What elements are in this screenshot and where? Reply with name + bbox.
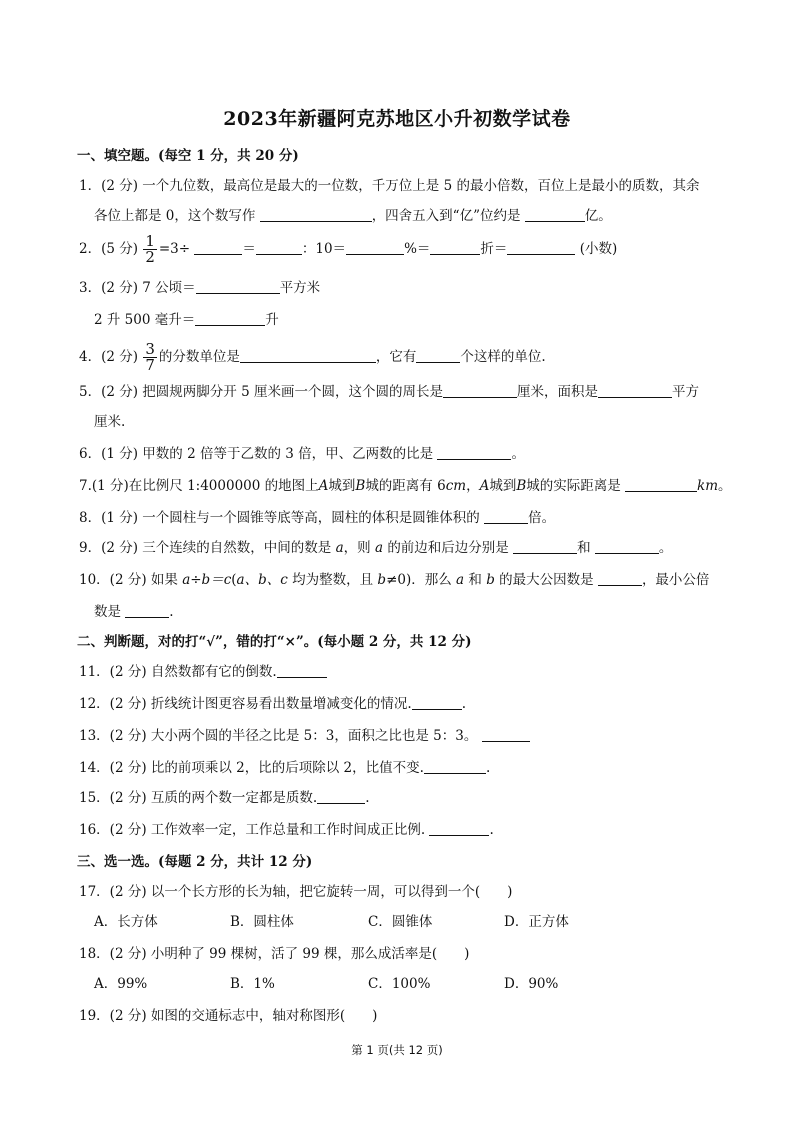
- answer-blank[interactable]: [346, 240, 404, 255]
- page-footer: 第 1 页(共 12 页): [351, 1043, 443, 1057]
- answer-blank[interactable]: [429, 821, 489, 836]
- question-17: 17．(2 分) 以一个长方形的长为轴，把它旋转一周，可以得到一个( ): [79, 884, 513, 900]
- question-7: 7.(1 分)在比例尺 1:4000000 的地图上A城到B城的距离有 6cm，A城到B城的实际距离是 km。: [79, 478, 732, 494]
- answer-blank[interactable]: [513, 539, 577, 554]
- question-18-option-a[interactable]: A．99%: [94, 976, 148, 992]
- question-5-line-2: 厘米.: [94, 414, 126, 430]
- answer-blank[interactable]: [484, 509, 528, 524]
- question-18-option-b[interactable]: B．1%: [230, 976, 275, 992]
- question-1-line-2: 各位上都是 0，这个数写作 ，四舍五入到“亿”位约是 亿。: [94, 208, 612, 224]
- question-3-line-1: 3．(2 分) 7 公顷＝ 平方米: [79, 280, 321, 296]
- answer-blank[interactable]: [430, 240, 480, 255]
- question-14: 14．(2 分) 比的前项乘以 2，比的后项除以 2，比值不变. .: [79, 760, 491, 776]
- answer-blank[interactable]: [256, 240, 302, 255]
- question-8: 8．(1 分) 一个圆柱与一个圆锥等底等高，圆柱的体积是圆锥体积的 倍。: [79, 510, 556, 526]
- answer-blank[interactable]: [416, 348, 460, 363]
- question-18-option-d[interactable]: D．90%: [504, 976, 559, 992]
- question-4: 4．(2 分) $\frac{3}{7}$ 的分数单位是 ，它有 个这样的单位.: [79, 340, 546, 374]
- answer-blank[interactable]: [625, 477, 697, 492]
- answer-blank[interactable]: [260, 207, 372, 222]
- question-9: 9．(2 分) 三个连续的自然数，中间的数是 a，则 a 的前边和后边分别是 和 。: [79, 540, 673, 556]
- answer-blank[interactable]: [412, 695, 462, 710]
- question-10-line-2: 数是 .: [94, 604, 174, 620]
- fraction-three-sevenths: $\frac{3}{7}$: [145, 340, 155, 374]
- question-17-option-d[interactable]: D．正方体: [504, 914, 569, 930]
- answer-blank[interactable]: [525, 207, 585, 222]
- answer-blank[interactable]: [482, 727, 530, 742]
- question-2: 2．(5 分) $\frac{1}{2}$ =3÷ ＝ ：10＝ %＝ 折＝ (小数): [79, 232, 618, 266]
- answer-blank[interactable]: [443, 383, 517, 398]
- question-10-line-1: 10．(2 分) 如果 a÷b＝c(a、b、c 均为整数，且 b≠0)．那么 a 和 b 的最大公因数是 ，最小公倍: [79, 572, 710, 588]
- question-11: 11．(2 分) 自然数都有它的倒数.: [79, 662, 327, 682]
- section-1-heading: 一、填空题。(每空 1 分，共 20 分): [77, 148, 299, 164]
- answer-blank[interactable]: [317, 789, 365, 804]
- answer-blank[interactable]: [195, 311, 265, 326]
- question-13: 13．(2 分) 大小两个圆的半径之比是 5：3，面积之比也是 5：3。: [79, 726, 530, 746]
- answer-blank[interactable]: [598, 571, 642, 586]
- question-18-option-c[interactable]: C．100%: [368, 976, 431, 992]
- fraction-one-half: $\frac{1}{2}$: [145, 232, 155, 266]
- question-17-option-a[interactable]: A．长方体: [94, 914, 158, 930]
- question-18: 18．(2 分) 小明种了 99 棵树，活了 99 棵，那么成活率是( ): [79, 946, 470, 962]
- answer-blank[interactable]: [507, 240, 575, 255]
- answer-blank[interactable]: [595, 539, 659, 554]
- answer-blank[interactable]: [437, 445, 511, 460]
- question-19: 19．(2 分) 如图的交通标志中，轴对称图形( ): [79, 1008, 378, 1024]
- answer-blank[interactable]: [598, 383, 672, 398]
- answer-blank[interactable]: [196, 279, 280, 294]
- question-1-line-1: 1．(2 分) 一个九位数，最高位是最大的一位数，千万位上是 5 的最小倍数，百位上是最小的质数，其余: [79, 178, 700, 194]
- section-2-heading: 二、判断题，对的打“√”，错的打“×”。(每小题 2 分，共 12 分): [77, 634, 472, 650]
- question-17-option-c[interactable]: C．圆锥体: [368, 914, 433, 930]
- answer-blank[interactable]: [194, 240, 242, 255]
- answer-blank[interactable]: [424, 759, 486, 774]
- question-5-line-1: 5．(2 分) 把圆规两脚分开 5 厘米画一个圆，这个圆的周长是 厘米，面积是 平方: [79, 384, 699, 400]
- exam-title: 2023年新疆阿克苏地区小升初数学试卷: [223, 108, 571, 130]
- question-16: 16．(2 分) 工作效率一定，工作总量和工作时间成正比例. .: [79, 822, 494, 838]
- section-3-heading: 三、选一选。(每题 2 分，共计 12 分): [77, 854, 313, 870]
- answer-blank[interactable]: [240, 348, 376, 363]
- question-17-option-b[interactable]: B．圆柱体: [230, 914, 294, 930]
- question-12: 12．(2 分) 折线统计图更容易看出数量增减变化的情况. .: [79, 696, 466, 712]
- answer-blank[interactable]: [277, 663, 327, 678]
- answer-blank[interactable]: [125, 603, 169, 618]
- question-3-line-2: 2 升 500 毫升＝ 升: [94, 312, 279, 328]
- question-6: 6．(1 分) 甲数的 2 倍等于乙数的 3 倍，甲、乙两数的比是 。: [79, 446, 525, 462]
- question-15: 15．(2 分) 互质的两个数一定都是质数. .: [79, 790, 370, 806]
